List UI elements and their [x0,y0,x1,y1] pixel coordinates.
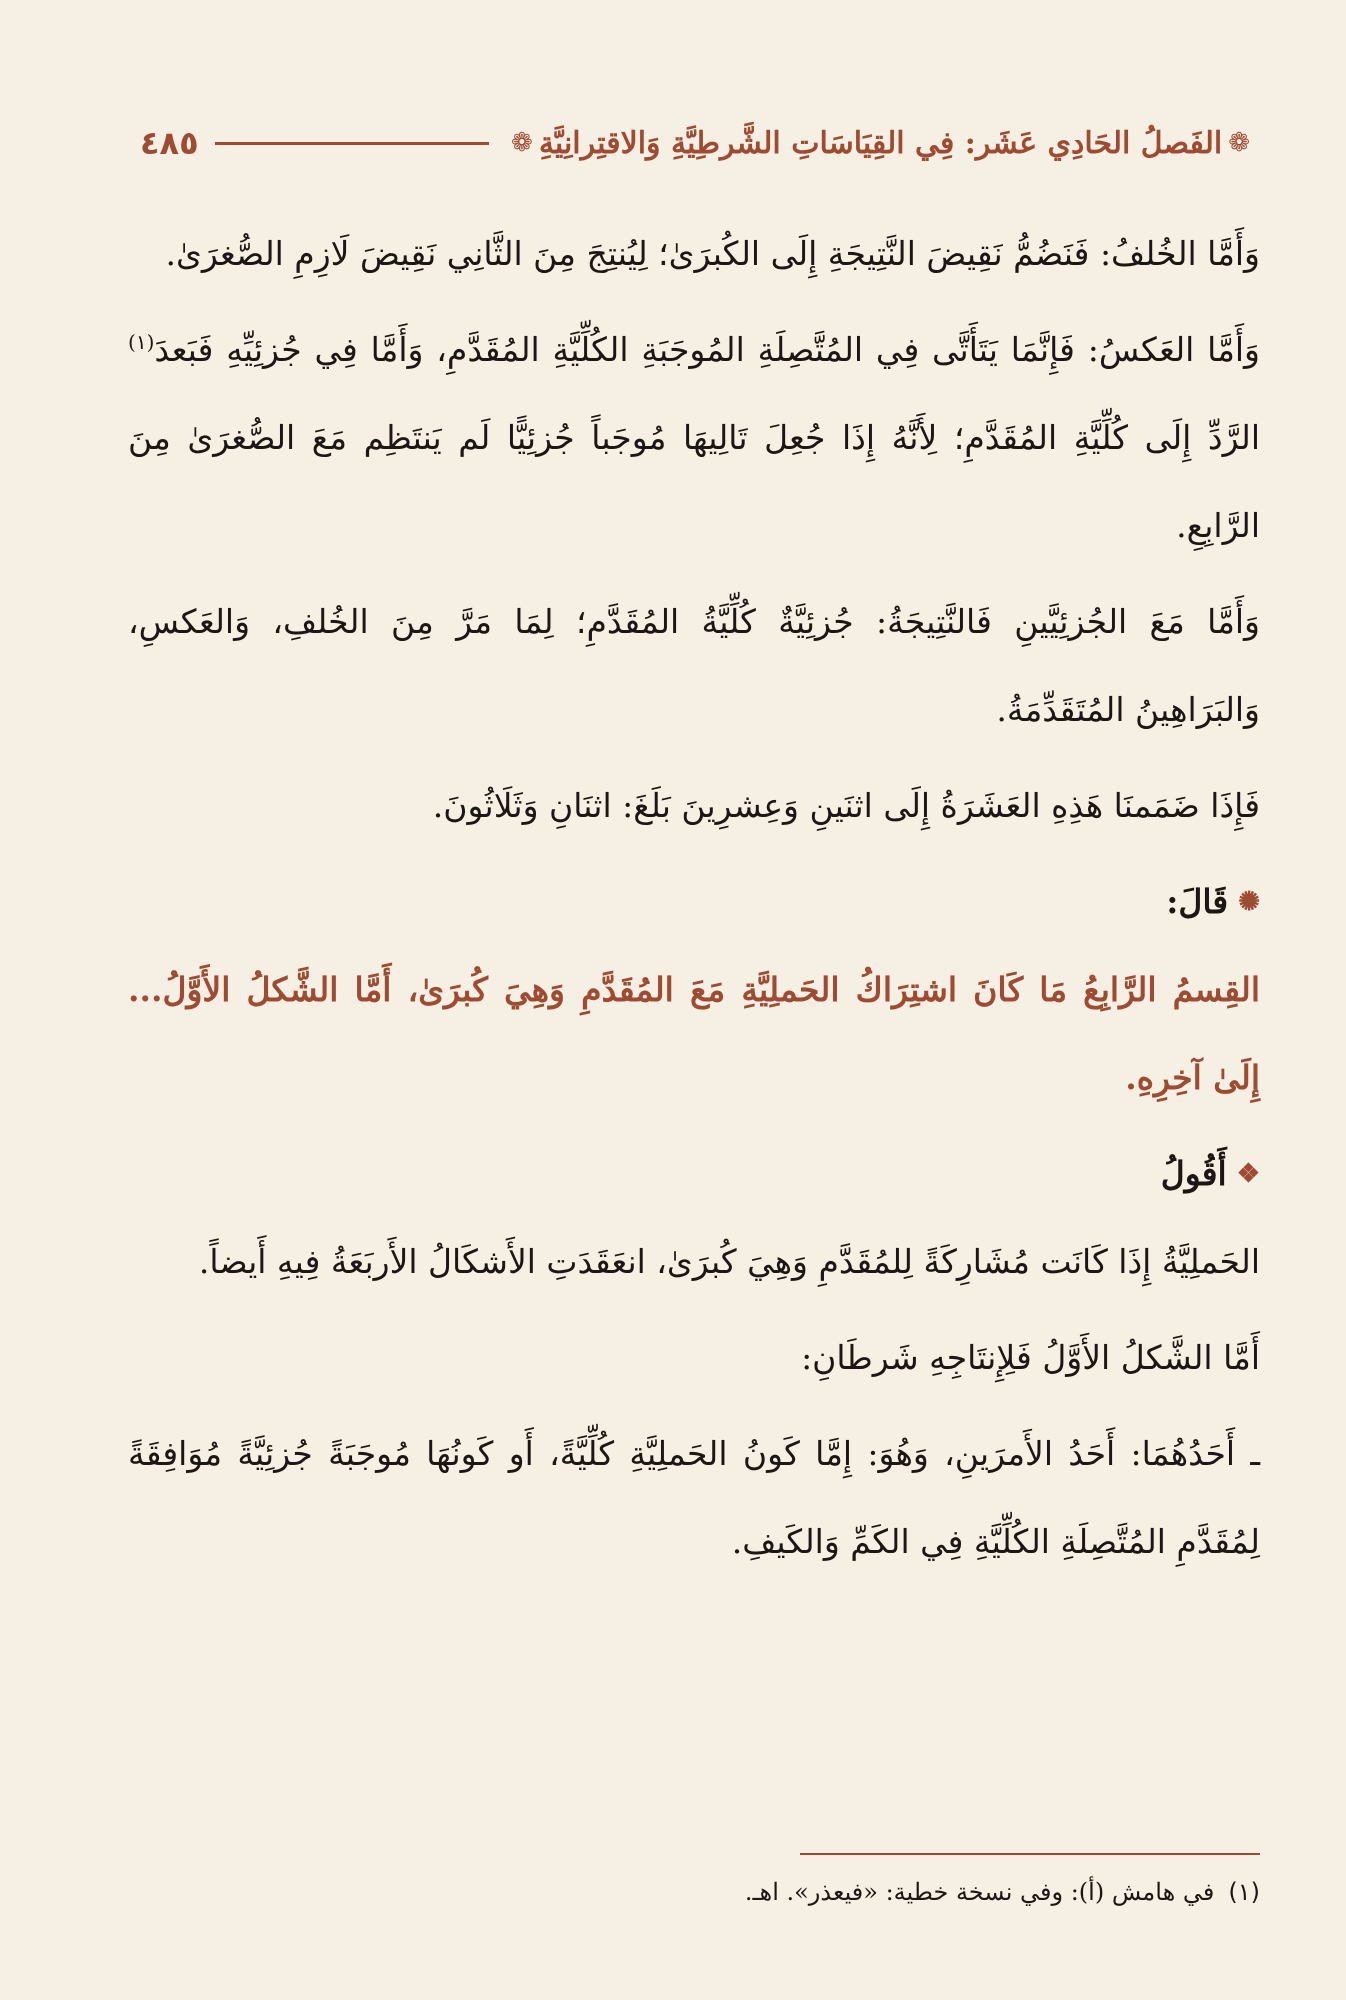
commentary-paragraph: ـ أَحَدُهُمَا: أَحَدُ الأَمرَينِ، وَهُوَ: إِمَّا كَونُ الحَملِيَّةِ كُلِّيَّةً، أَو كَونُهَا مُوجَبَةً جُزئِيَّةً مُوَافِقَةً لِمُقَدَّمِ المُتَّصِلَةِ الكُلِّيَّةِ فِي الكَمِّ وَالكَيفِ. [128,1434,1260,1561]
paragraph: وَأَمَّا مَعَ الجُزئِيَّينِ فَالنَّتِيجَةُ: جُزئِيَّةٌ كُلِّيَّةُ المُقَدَّمِ؛ لِمَا مَرَّ مِنَ الخُلفِ، وَالعَكسِ، وَالبَرَاهِينُ المُتَقَدِّمَةُ. [128,602,1260,729]
paragraph-text: وَأَمَّا العَكسُ: فَإِنَّمَا يَتَأَتَّى فِي المُتَّصِلَةِ المُوجَبَةِ الكُلِّيَّةِ المُقَدَّمِ، وَأَمَّا فِي جُزئِيِّهِ [226,330,1260,369]
paragraph: فَإِذَا ضَمَمنَا هَذِهِ العَشَرَةُ إِلَى اثنَينِ وَعِشرِينَ بَلَغَ: اثنَانِ وَثَلَاثُونَ. [432,786,1260,825]
commentary-paragraph: الحَملِيَّةُ إِذَا كَانَت مُشَارِكَةً لِلمُقَدَّمِ وَهِيَ كُبرَىٰ، انعَقَدَتِ الأَشكَالُ الأَربَعَةُ فِيهِ أَيضاً. [198,1242,1260,1281]
paragraph-text: الرَّدِّ إِلَى كُلِّيَّةِ المُقَدَّمِ؛ لِأَنَّهُ إِذَا جُعِلَ تَالِيهَا مُوجَباً جُزئِيًّا لَم يَنتَظِم مَعَ الصُّغرَىٰ مِنَ الرَّابِعِ. [128,418,1260,545]
running-header [140,118,1256,168]
star-ornament-icon: ✺ [1238,887,1260,917]
flower-ornament-icon: ❁ [1228,128,1250,158]
chapter-title: الفَصلُ الحَادِي عَشَر: فِي القِيَاسَاتِ الشَّرطِيَّةِ وَالاقتِرانِيَّةِ [538,125,1223,161]
footnote-text: في هامش (أ): وفي نسخة خطية: «فيعذر». اهـ. [744,1878,1215,1906]
header-rule [215,142,489,145]
matn-text: القِسمُ الرَّابِعُ مَا كَانَ اشتِرَاكُ الحَملِيَّةِ مَعَ المُقَدَّمِ وَهِيَ كُبرَىٰ، أَمَّا الشَّكلُ الأَوَّلُ... إِلَىٰ آخِرِهِ. [128,970,1260,1097]
qal-label: قَالَ: [1166,882,1229,921]
commentary-paragraph: أَمَّا الشَّكلُ الأَوَّلُ فَلِإِنتَاجِهِ شَرطَانِ: [801,1338,1260,1377]
page-number: ٤٨٥ [140,124,199,162]
flower-ornament-icon: ❁ [511,128,533,158]
main-text [128,210,1260,1594]
footnote-rule [800,1853,1260,1855]
aqul-label: أَقُولُ [1160,1154,1227,1193]
footnote-reference[interactable]: (١) [128,330,155,354]
paragraph-text: فَبَعدَ [154,330,214,369]
diamond-ornament-icon: ❖ [1236,1159,1260,1189]
aqul-heading [128,1130,1260,1218]
qal-heading [128,858,1260,946]
paragraph [128,306,1260,570]
paragraph: وَأَمَّا الخُلفُ: فَنَضُمُّ نَقِيضَ النَّتِيجَةِ إِلَى الكُبرَىٰ؛ لِيُنتِجَ مِنَ الثَّانِي نَقِيضَ لَازِمِ الصُّغرَىٰ. [165,234,1260,273]
footnote-number: (١) [1228,1878,1260,1906]
footnote [128,1872,1260,1912]
